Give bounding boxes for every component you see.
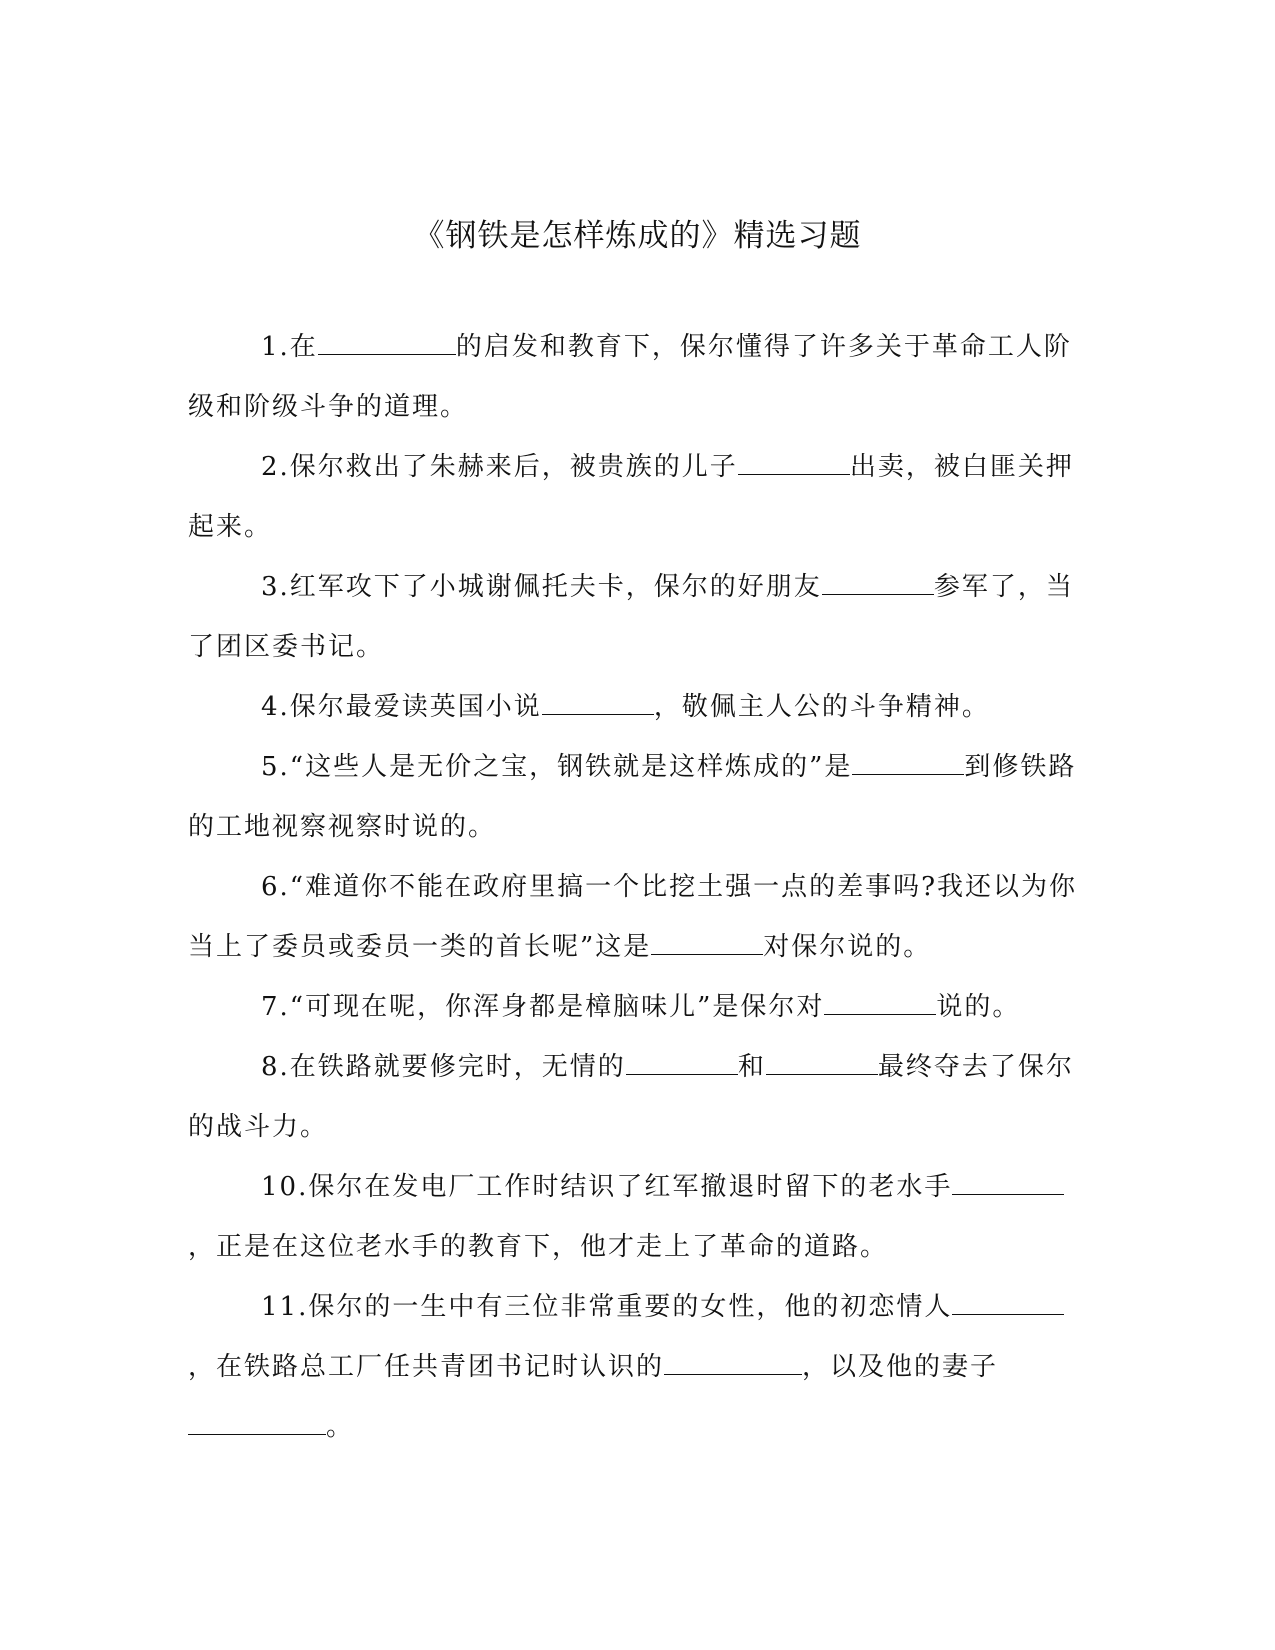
answer-blank[interactable] [852, 744, 964, 775]
question-2: 2.保尔救出了朱赫来后，被贵族的儿子 出卖，被白匪关押起来。 [188, 437, 1088, 557]
answer-blank[interactable] [952, 1164, 1064, 1195]
answer-blank[interactable] [822, 564, 934, 595]
question-7: 7.“可现在呢，你浑身都是樟脑味儿”是保尔对 说的。 [188, 977, 1088, 1037]
question-10: 10.保尔在发电厂工作时结识了红军撤退时留下的老水手，正是在这位老水手的教育下，他才走上了革命的道路。 [188, 1157, 1088, 1277]
answer-blank[interactable] [651, 924, 763, 955]
answer-blank[interactable] [824, 984, 936, 1015]
answer-blank[interactable] [626, 1044, 738, 1075]
answer-blank[interactable] [952, 1284, 1064, 1315]
question-11: 11.保尔的一生中有三位非常重要的女性，他的初恋情人，在铁路总工厂任共青团书记时认识的 ，以及他的妻子。 [188, 1277, 1088, 1457]
question-1: 1.在 的启发和教育下，保尔懂得了许多关于革命工人阶级和阶级斗争的道理。 [188, 317, 1088, 437]
answer-blank[interactable] [318, 324, 456, 355]
answer-blank[interactable] [766, 1044, 878, 1075]
question-6: 6.“难道你不能在政府里搞一个比挖土强一点的差事吗?我还以为你当上了委员或委员一类的首长呢”这是 对保尔说的。 [188, 872, 1078, 962]
question-list [188, 317, 1088, 1457]
answer-blank[interactable] [738, 444, 850, 475]
question-8: 8.在铁路就要修完时，无情的 和 最终夺去了保尔的战斗力。 [188, 1037, 1088, 1157]
page-title: 《钢铁是怎样炼成的》精选习题 [413, 218, 862, 254]
answer-blank[interactable] [542, 684, 654, 715]
answer-blank[interactable] [664, 1344, 802, 1375]
question-5: 5.“这些人是无价之宝，钢铁就是这样炼成的”是 到修铁路的工地视察视察时说的。 [188, 737, 1088, 857]
question-4: 4.保尔最爱读英国小说 ，敬佩主人公的斗争精神。 [188, 677, 1088, 737]
question-3: 3.红军攻下了小城谢佩托夫卡，保尔的好朋友 参军了，当了团区委书记。 [188, 557, 1088, 677]
answer-blank[interactable] [188, 1404, 326, 1435]
